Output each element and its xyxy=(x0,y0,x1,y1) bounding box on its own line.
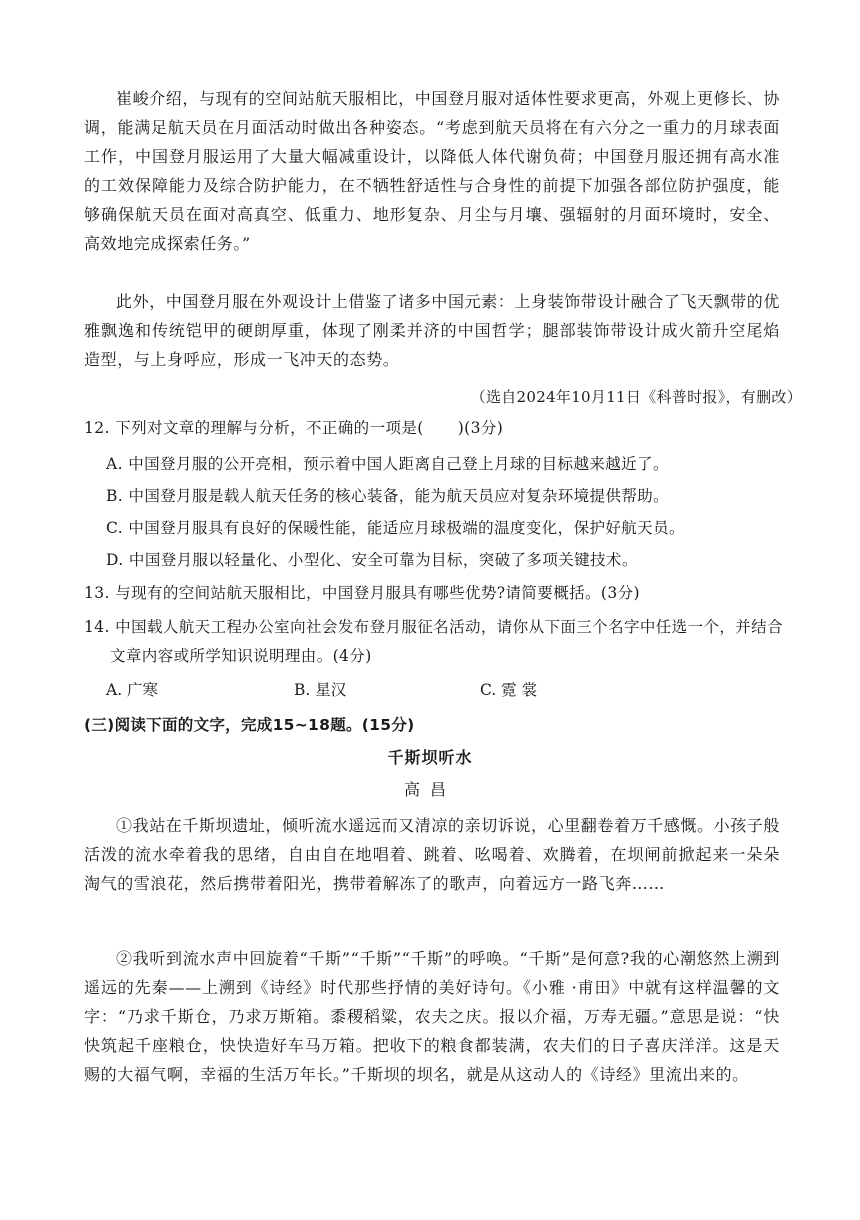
question-14-stem: 14. 中国载人航天工程办公室向社会发布登月服征名活动，请你从下面三个名字中任选一个，并结合文章内容或所学知识说明理由。(4分) xyxy=(84,618,783,665)
passage-paragraph-1: 崔峻介绍，与现有的空间站航天服相比，中国登月服对适体性要求更高，外观上更修长、协调，能满足航天员在月面活动时做出各种姿态。“考虑到航天员将在有六分之一重力的月球表面工作，中国登月服运用了大量大幅减重设计，以降低人体代谢负荷；中国登月服还拥有高水准的工效保障能力及综合防护能力，在不牺牲舒适性与合身性的前提下加强各部位防护强度，能够确保航天员在面对高真空、低重力、地形复杂、月尘与月壤、强辐射的月面环境时，安全、高效地完成探索任务。” xyxy=(84,89,781,253)
question-12-stem-end: )(3分) xyxy=(457,419,504,437)
passage-paragraph-2: 此外，中国登月服在外观设计上借鉴了诸多中国元素：上身装饰带设计融合了飞天飘带的优雅飘逸和传统铠甲的硬朗厚重，体现了刚柔并济的中国哲学；腿部装饰带设计成火箭升空尾焰造型，与上身呼应，形成一飞冲天的态势。 xyxy=(84,292,781,369)
article-author: 高昌 xyxy=(403,780,456,799)
question-14-options xyxy=(106,676,706,706)
question-12 xyxy=(84,414,784,443)
article-title: 千斯坝听水 xyxy=(387,748,473,767)
question-13: 13. 与现有的空间站航天服相比，中国登月服具有哪些优势?请简要概括。(3分) xyxy=(84,584,640,602)
question-14-option-a: A. 广寒 xyxy=(106,681,159,699)
question-12-option-b: B. 中国登月服是载人航天任务的核心装备，能为航天员应对复杂环境提供帮助。 xyxy=(106,487,670,505)
question-12-option-a: A. 中国登月服的公开亮相，预示着中国人距离自己登上月球的目标越来越近了。 xyxy=(106,455,669,473)
article-paragraph-1: ①我站在千斯坝遗址，倾听流水遥远而又清凉的亲切诉说，心里翻卷着万千感慨。小孩子般活泼的流水牵着我的思绪，自由自在地唱着、跳着、吆喝着、欢腾着，在坝闸前掀起来一朵朵淘气的雪浪花，然后携带着阳光，携带着解冻了的歌声，向着远方一路飞奔…… xyxy=(84,816,781,893)
question-12-option-d: D. 中国登月服以轻量化、小型化、安全可靠为目标，突破了多项关键技术。 xyxy=(106,551,638,569)
question-12-stem-start: 12. 下列对文章的理解与分析，不正确的一项是( xyxy=(84,419,424,437)
article-paragraph-2: ②我听到流水声中回旋着“千斯”“千斯”“千斯”的呼唤。“千斯”是何意?我的心潮悠然上溯到遥远的先秦——上溯到《诗经》时代那些抒情的美好诗句。《小雅 ·甫田》中就有这样温馨的文字：“乃求千斯仓，乃求万斯箱。黍稷稻粱，农夫之庆。报以介福，万寿无疆。”意思是说：“快快筑起千座粮仓，快快造好车马万箱。把收下的粮食都装满，农夫们的日子喜庆洋洋。这是天赐的大福气啊，幸福的生活万年长。”千斯坝的坝名，就是从这动人的《诗经》里流出来的。 xyxy=(84,949,780,1084)
question-14 xyxy=(84,613,784,671)
question-12-option-c: C. 中国登月服具有良好的保暖性能，能适应月球极端的温度变化，保护好航天员。 xyxy=(106,519,685,537)
question-14-option-b: B. 星汉 xyxy=(294,681,347,699)
passage-source: （选自2024年10月11日《科普时报》，有删改） xyxy=(470,388,802,406)
section-heading: (三)阅读下面的文字，完成15~18题。(15分) xyxy=(84,716,415,734)
question-14-option-c: C. 霓 裳 xyxy=(480,681,538,699)
